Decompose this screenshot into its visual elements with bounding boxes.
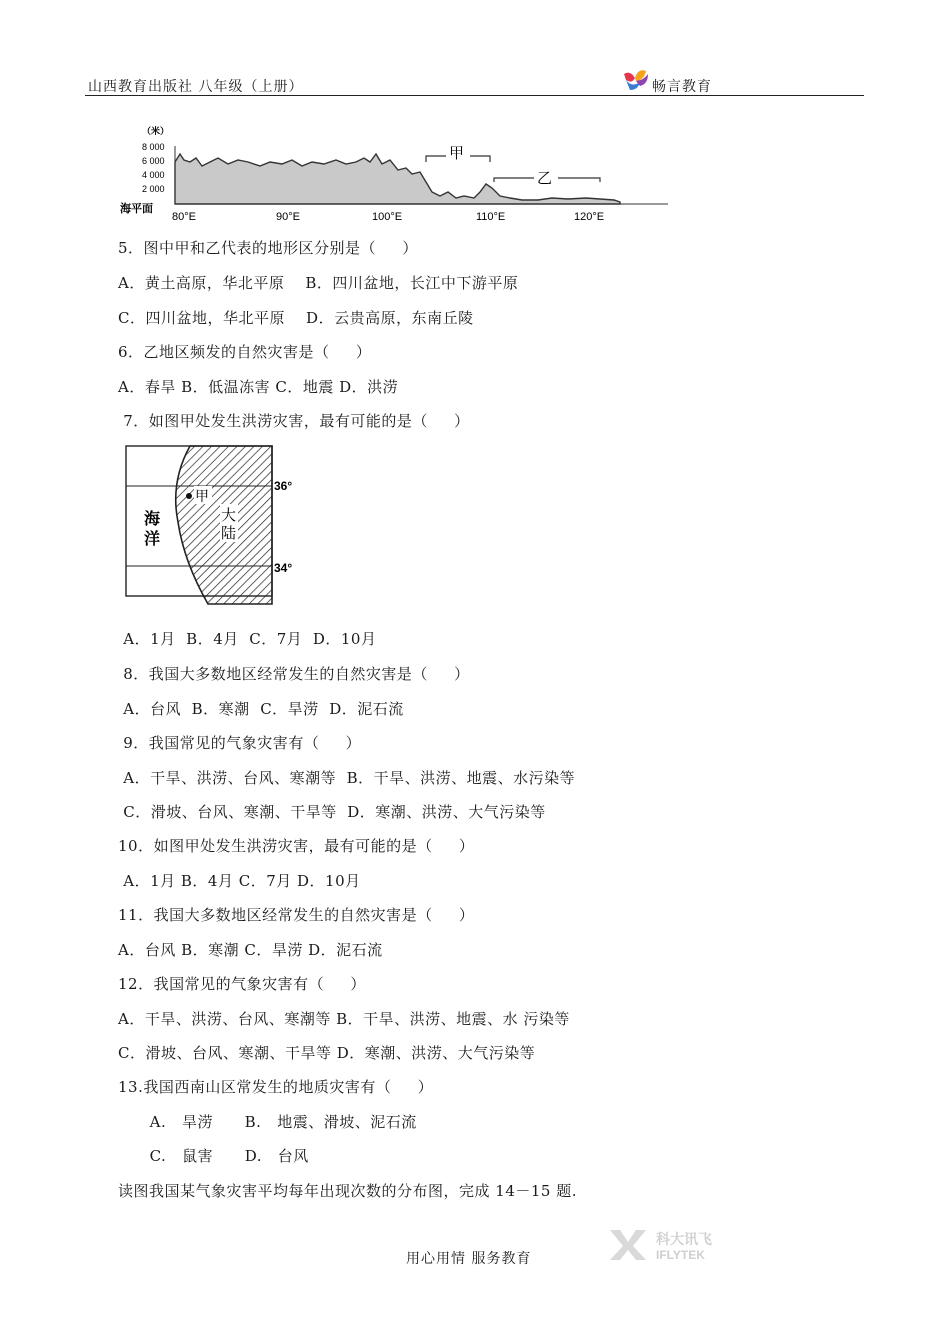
terrain-profile-figure	[120, 122, 672, 224]
question-7: 7．如图甲处发生洪涝灾害，最有可能的是（ ）	[118, 412, 470, 430]
question-11: 11．我国大多数地区经常发生的自然灾害是（ ）	[118, 906, 475, 924]
brand-logo-icon	[622, 68, 650, 92]
brand-name: 畅言教育	[652, 79, 712, 95]
y-tick-4000: 4 000	[142, 170, 165, 180]
question-11-options: A．台风 B．寒潮 C．旱涝 D．泥石流	[118, 941, 383, 959]
profile-unit: （米）	[142, 126, 170, 136]
question-6-options: A．春旱 B．低温冻害 C．地震 D．洪涝	[118, 378, 399, 396]
y-tick-2000: 2 000	[142, 184, 165, 194]
point-jia-label: 甲	[195, 489, 209, 505]
question-10-options: A．1月 B．4月 C．7月 D．10月	[118, 872, 361, 890]
footer-slogan: 用心用情 服务教育	[406, 1251, 532, 1267]
x-tick-100e: 100°E	[372, 211, 403, 223]
ocean-label-2: 洋	[144, 529, 161, 548]
question-12-options-ab: A．干旱、洪涝、台风、寒潮等 B．干旱、洪涝、地震、水 污染等	[118, 1010, 570, 1028]
sea-level-label: 海平面	[120, 203, 153, 215]
point-jia-marker	[186, 493, 192, 499]
question-13-options-cd: C. 鼠害 D. 台风	[118, 1147, 309, 1165]
x-tick-80e: 80°E	[172, 211, 196, 223]
x-tick-110e: 110°E	[476, 211, 506, 223]
question-12: 12．我国常见的气象灾害有（ ）	[118, 975, 366, 993]
lat-36-label: 36°	[274, 479, 293, 493]
ocean-label-1: 海	[144, 509, 161, 528]
x-tick-90e: 90°E	[276, 211, 300, 223]
question-5-options-cd: C．四川盆地，华北平原 D．云贵高原，东南丘陵	[118, 309, 474, 327]
iflytek-watermark-logo	[606, 1224, 736, 1264]
header-divider	[85, 95, 864, 96]
question-5-options-ab: A．黄土高原，华北平原 B．四川盆地，长江中下游平原	[118, 274, 519, 292]
question-12-options-cd: C．滑坡、台风、寒潮、干旱等 D．寒潮、洪涝、大气污染等	[118, 1044, 536, 1062]
question-8-options: A．台风 B．寒潮 C．旱涝 D．泥石流	[118, 700, 404, 718]
question-6: 6．乙地区频发的自然灾害是（ ）	[118, 343, 372, 361]
x-tick-120e: 120°E	[574, 211, 605, 223]
question-7-options: A．1月 B．4月 C．7月 D．10月	[118, 630, 377, 648]
question-5: 5．图中甲和乙代表的地形区分别是（ ）	[118, 239, 418, 257]
land-label-1: 大	[221, 506, 237, 524]
region-jia-label: 甲	[449, 144, 465, 162]
question-9-options-cd: C．滑坡、台风、寒潮、干旱等 D．寒潮、洪涝、大气污染等	[118, 803, 546, 821]
question-9-options-ab: A．干旱、洪涝、台风、寒潮等 B．干旱、洪涝、地震、水污染等	[118, 769, 576, 787]
publisher-header: 山西教育出版社 八年级（上册）	[88, 79, 304, 95]
land-label-2: 陆	[221, 524, 237, 542]
question-13: 13.我国西南山区常发生的地质灾害有（ ）	[118, 1078, 434, 1096]
question-10: 10．如图甲处发生洪涝灾害，最有可能的是（ ）	[118, 837, 475, 855]
y-tick-8000: 8 000	[142, 142, 165, 152]
question-8: 8．我国大多数地区经常发生的自然灾害是（ ）	[118, 665, 470, 683]
y-tick-6000: 6 000	[142, 156, 165, 166]
question-13-options-ab: A. 旱涝 B. 地震、滑坡、泥石流	[118, 1113, 417, 1131]
iflytek-cn-text: 科大讯飞	[656, 1231, 712, 1247]
question-9: 9．我国常见的气象灾害有（ ）	[118, 734, 362, 752]
region-yi-label: 乙	[537, 169, 553, 187]
coastline-map-figure	[122, 442, 308, 606]
lat-34-label: 34°	[274, 561, 293, 575]
reading-instruction: 读图我国某气象灾害平均每年出现次数的分布图，完成 14－15 题.	[118, 1182, 577, 1200]
iflytek-en-text: IFLYTEK	[656, 1248, 705, 1262]
